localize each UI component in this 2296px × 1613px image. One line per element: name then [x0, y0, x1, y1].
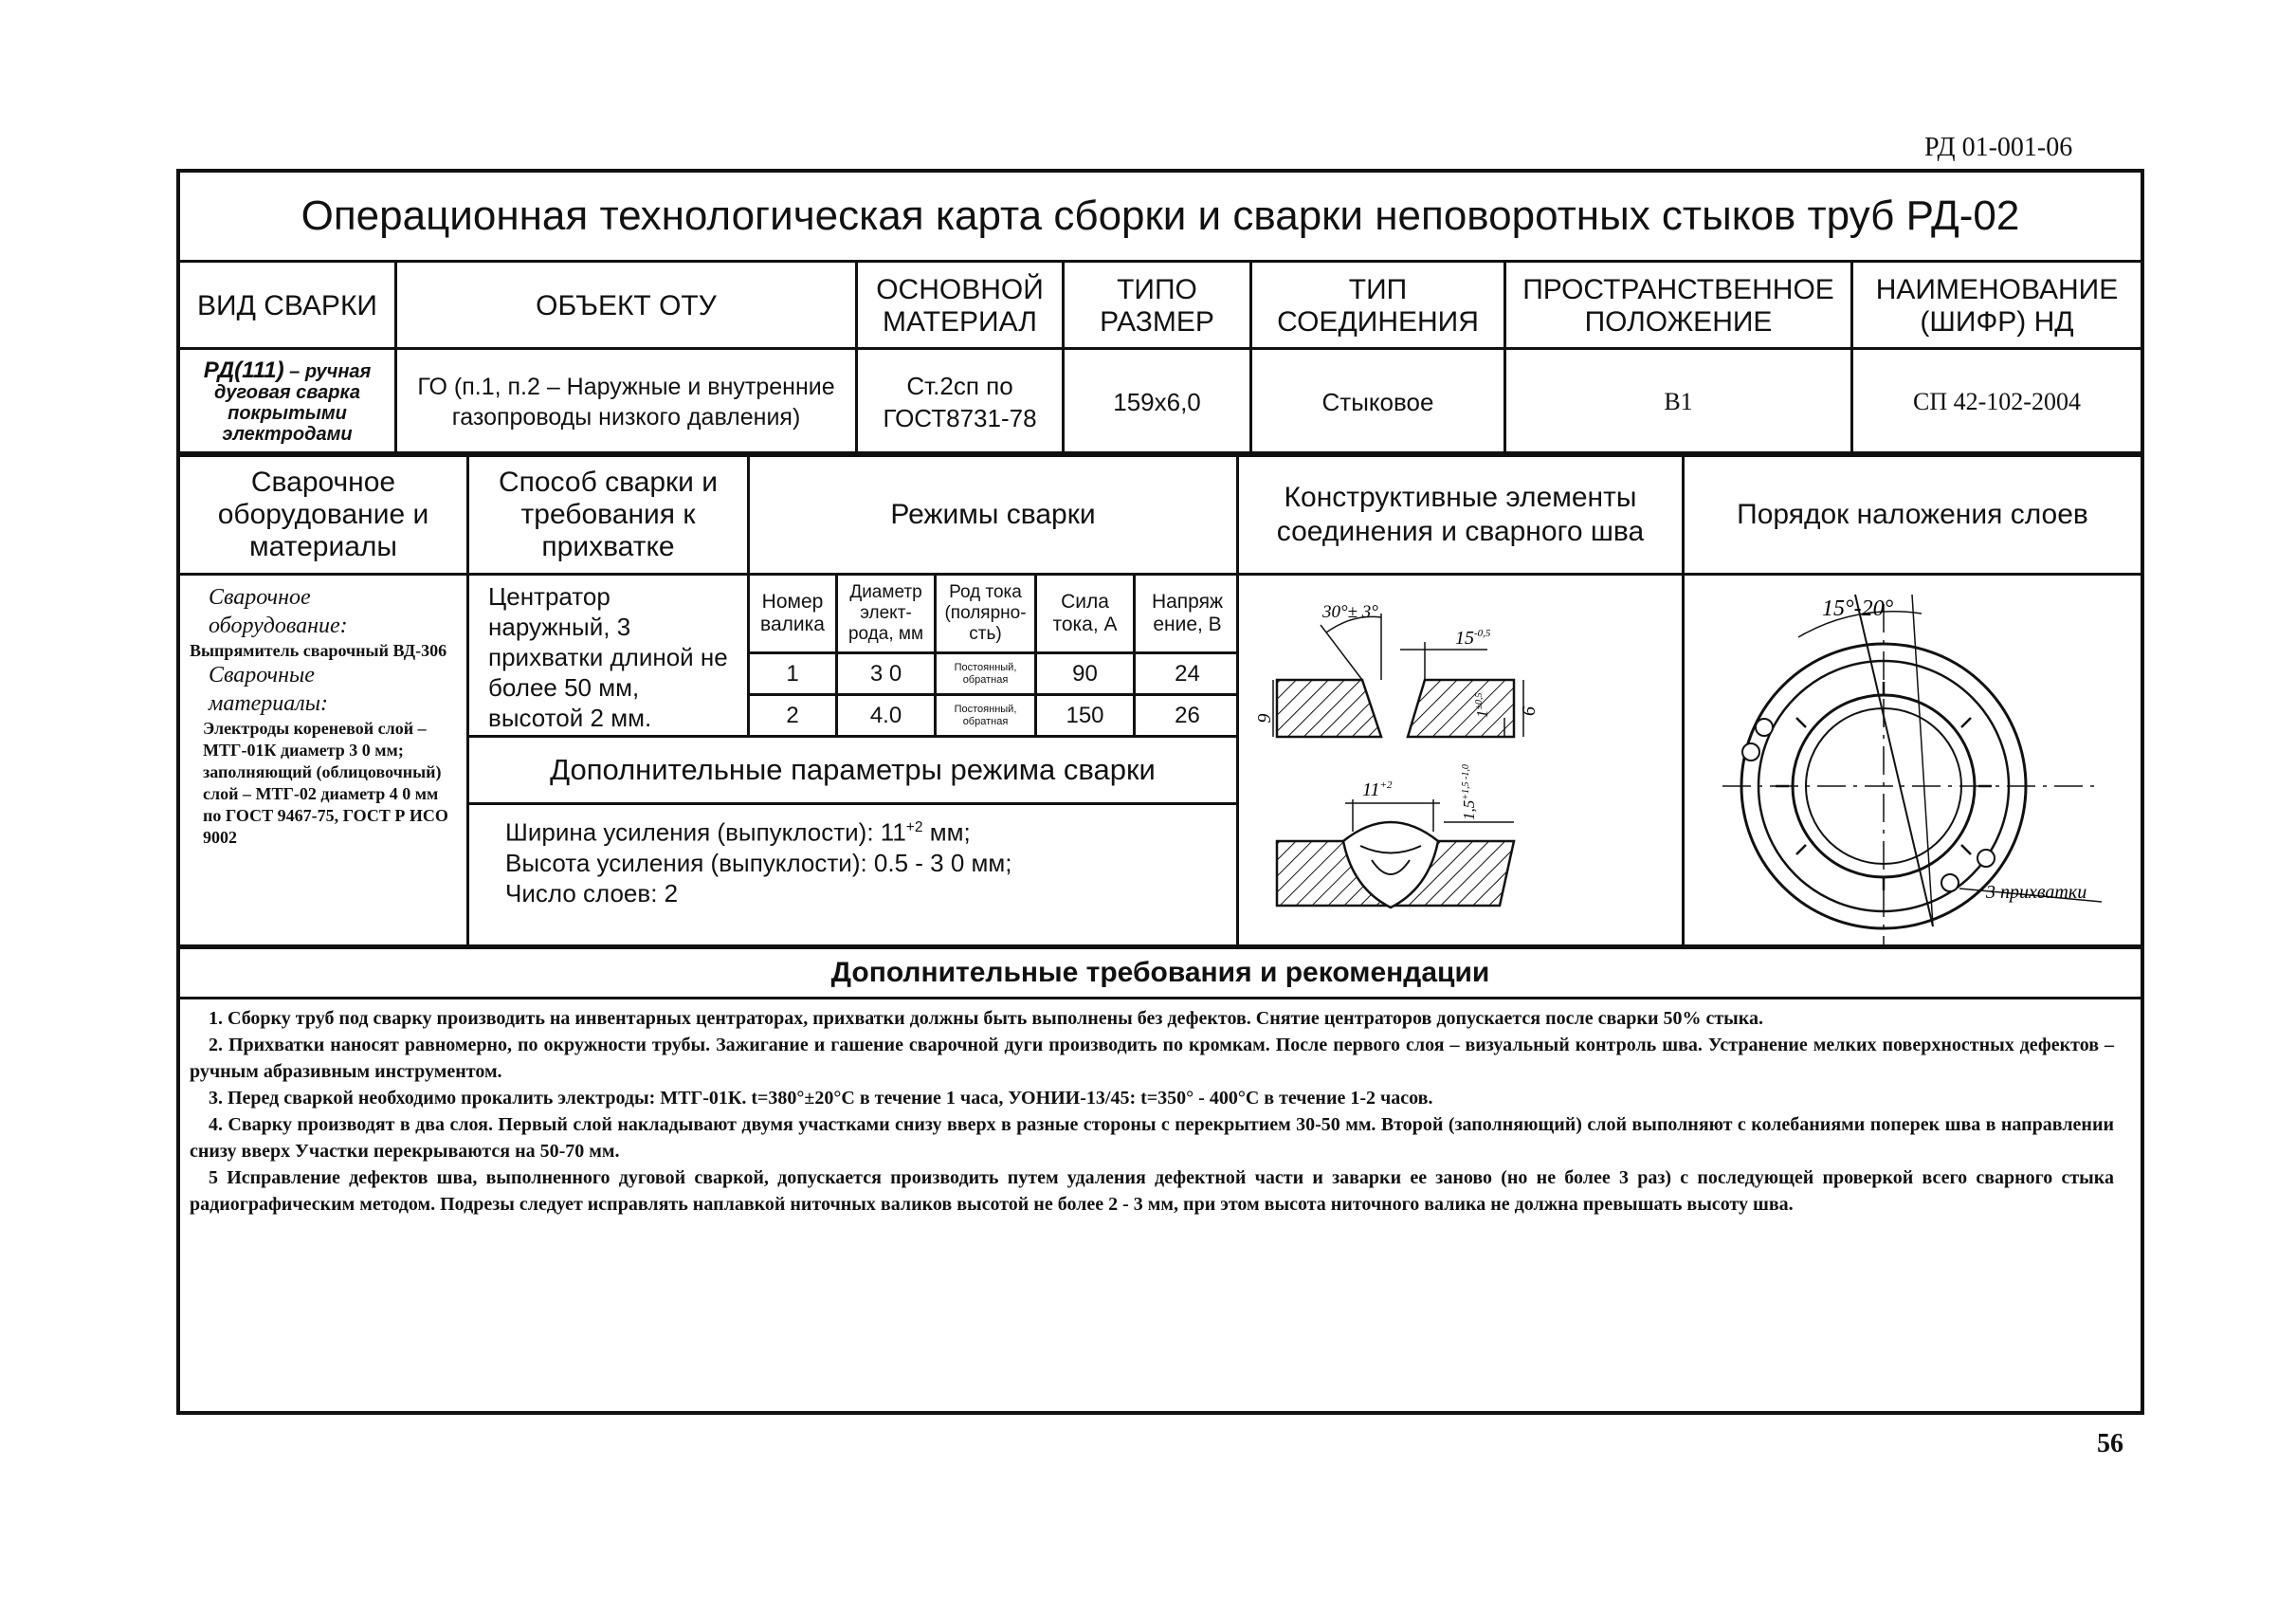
col-current: Сила тока, А	[1034, 576, 1133, 651]
value-object: ГО (п.1, п.2 – Наружные и внутренние газопроводы низкого давления)	[394, 350, 855, 454]
list-item: 3. Перед сваркой необходимо прокалить электроды: МТГ-01К. t=380°±20°С в течение 1 часа, УОНИИ-13/45: t=350° - 400°С в течение 1-2 часов.	[209, 1088, 1433, 1109]
section-layers: Порядок наложения слоев	[1682, 457, 2141, 573]
header-joint: ТИП СОЕДИНЕНИЯ	[1249, 263, 1503, 350]
equipment-text: Выпрямитель сварочный ВД-306	[190, 641, 447, 660]
requirements-title: Дополнительные требования и рекомендации	[830, 957, 1490, 988]
col-electrode-diameter: Диаметр элект-рода, мм	[835, 576, 934, 651]
left-plate	[1277, 680, 1381, 737]
layers-drawing-cell	[1682, 576, 2141, 947]
thickness-right: 6	[1519, 706, 1540, 716]
sections-band	[180, 451, 2141, 573]
requirements-section	[180, 944, 2141, 1411]
equipment-title: Сварочное оборудование:	[209, 585, 348, 638]
list-item: 4. Сварку производят в два слоя. Первый слой накладывают двумя участками снизу вверх в разные стороны с перекрытием 30-50 мм. Второй (заполняющий) слой выполняют с колебаниями поперек шва в направлении снизу вверх Участки перекрываются на 50-70 мм.	[190, 1114, 2114, 1162]
row2-voltage: 26	[1133, 696, 1239, 735]
body-area	[180, 573, 2141, 944]
height-label: $1,5^{+1,5 -1,0}$	[1460, 764, 1478, 820]
value-position: В1	[1503, 350, 1850, 454]
tack-mark-icon	[1756, 719, 1773, 736]
value-weld-type	[180, 350, 394, 454]
reinforcement-height: Высота усиления (выпуклости): 0.5 - 3 0 мм;	[505, 848, 1012, 877]
bevel-label: $15^{-0,5}$	[1455, 628, 1491, 649]
list-item: 2. Прихватки наносят равномерно, по окружности трубы. Зажигание и гашение сварочной дуги производить по кромкам. После первого слоя – визуальный контроль шва. Устранение мелких поверхностных дефектов – ручным абразивным инструментом.	[190, 1035, 2114, 1082]
header-object: ОБЪЕКТ ОТУ	[394, 263, 855, 350]
col-voltage: Напряж ение, В	[1133, 576, 1239, 651]
right-plate	[1408, 680, 1514, 737]
table-row	[750, 651, 1239, 693]
row1-voltage: 24	[1133, 654, 1239, 693]
joint-drawing	[1239, 576, 1682, 947]
extra-params	[466, 735, 1236, 947]
layers-count: Число слоев: 2	[505, 878, 679, 907]
col-current-type: Род тока (полярно-сть)	[934, 576, 1034, 651]
card-title: Операционная технологическая карта сборки и сварки неповоротных стыков труб РД-02	[301, 192, 2020, 239]
value-material: Ст.2сп по ГОСТ8731-78	[855, 350, 1062, 454]
header-material: ОСНОВНОЙ МАТЕРИАЛ	[855, 263, 1062, 350]
method-cell: Центратор наружный, 3 прихватки длиной не более 50 мм, высотой 2 мм.	[466, 576, 747, 735]
layers-drawing	[1685, 576, 2141, 947]
header-position: ПРОСТРАНСТВЕННОЕ ПОЛОЖЕНИЕ	[1503, 263, 1850, 350]
requirements-list	[180, 997, 2141, 1413]
row1-current-type: Постоянный, обратная	[934, 654, 1034, 693]
row2-current: 150	[1034, 696, 1133, 735]
row1-layer: 1	[786, 660, 799, 687]
angle-label: 30°± 3°	[1322, 602, 1378, 622]
value-weld-type-code: РД(111)	[203, 357, 284, 383]
materials-title: Сварочные материалы:	[209, 663, 329, 716]
tack-mark-icon	[1977, 850, 1995, 867]
document-code: РД 01-001-06	[1924, 133, 2073, 162]
extra-params-body	[469, 802, 1236, 947]
reinforcement-width: Ширина усиления (выпуклости): $11^{+2}$ мм;	[505, 817, 971, 847]
modes-table	[747, 576, 1236, 735]
value-size: 159х6,0	[1062, 350, 1249, 454]
materials-text: Электроды кореневой слой – МТГ-01К диаметр 3 0 мм; заполняющий (облицовочный) слой – МТГ-02 диаметр 4 0 мм по ГОСТ 9467-75, ГОСТ Р ИСО 9002	[203, 719, 448, 847]
value-norm: СП 42-102-2004	[1850, 350, 2141, 454]
header-weld-type: ВИД СВАРКИ	[197, 290, 377, 321]
values-row	[180, 347, 2141, 451]
header-norm: НАИМЕНОВАНИЕ (ШИФР) НД	[1850, 263, 2141, 350]
header-row	[180, 260, 2141, 347]
page-number: 56	[2097, 1429, 2123, 1458]
joint-drawing-cell	[1236, 576, 1682, 947]
reinforcement-width-tolerance: +2	[905, 819, 923, 835]
row1-current: 90	[1034, 654, 1133, 693]
value-joint: Стыковое	[1249, 350, 1503, 454]
width-label: $11^{+2}$	[1362, 779, 1393, 800]
section-method: Способ сварки и требования к прихватке	[466, 457, 747, 573]
tacks-label: 3 прихватки	[1986, 882, 2087, 903]
gap-label: $1^{\pm 0,5}$	[1473, 692, 1491, 718]
row1-diameter: 3 0	[835, 654, 934, 693]
row2-layer: 2	[786, 702, 799, 728]
value-weld-type-desc: – ручная дуговая сварка покрытыми электродами	[214, 360, 372, 445]
row2-current-type: Постоянный, обратная	[934, 696, 1034, 735]
section-elements: Конструктивные элементы соединения и сварного шва	[1236, 457, 1682, 573]
list-item: 1. Сборку труб под сварку производить на инвентарных центраторах, прихватки должны быть выполнены без дефектов. Снятие центраторов допускается после сварки 50% стыка.	[209, 1008, 1763, 1029]
section-modes: Режимы сварки	[747, 457, 1236, 573]
col-layer-number: Номер валика	[760, 591, 825, 635]
equipment-cell	[180, 576, 466, 947]
row2-diameter: 4.0	[835, 696, 934, 735]
header-size: ТИПО РАЗМЕР	[1062, 263, 1249, 350]
extra-params-title: Дополнительные параметры режима сварки	[550, 753, 1156, 786]
table-row	[750, 693, 1239, 735]
tack-mark-icon	[1742, 743, 1759, 761]
thickness-left: 6	[1253, 713, 1274, 723]
tack-angle-label: 15°-20°	[1822, 596, 1894, 621]
section-equipment: Сварочное оборудование и материалы	[217, 467, 429, 562]
tack-mark-icon	[1941, 874, 1959, 891]
list-item: 5 Исправление дефектов шва, выполненного дуговой сваркой, допускается производить путем удаления дефектной части и заварки ее заново (но не более 3 раз) с последующей проверкой всего сварного стыка радиографическим методом. Подрезы следует исправлять наплавкой ниточных валиков высотой не более 2 - 3 мм, при этом высота ниточного валика не должна превышать высоту шва.	[190, 1167, 2114, 1215]
